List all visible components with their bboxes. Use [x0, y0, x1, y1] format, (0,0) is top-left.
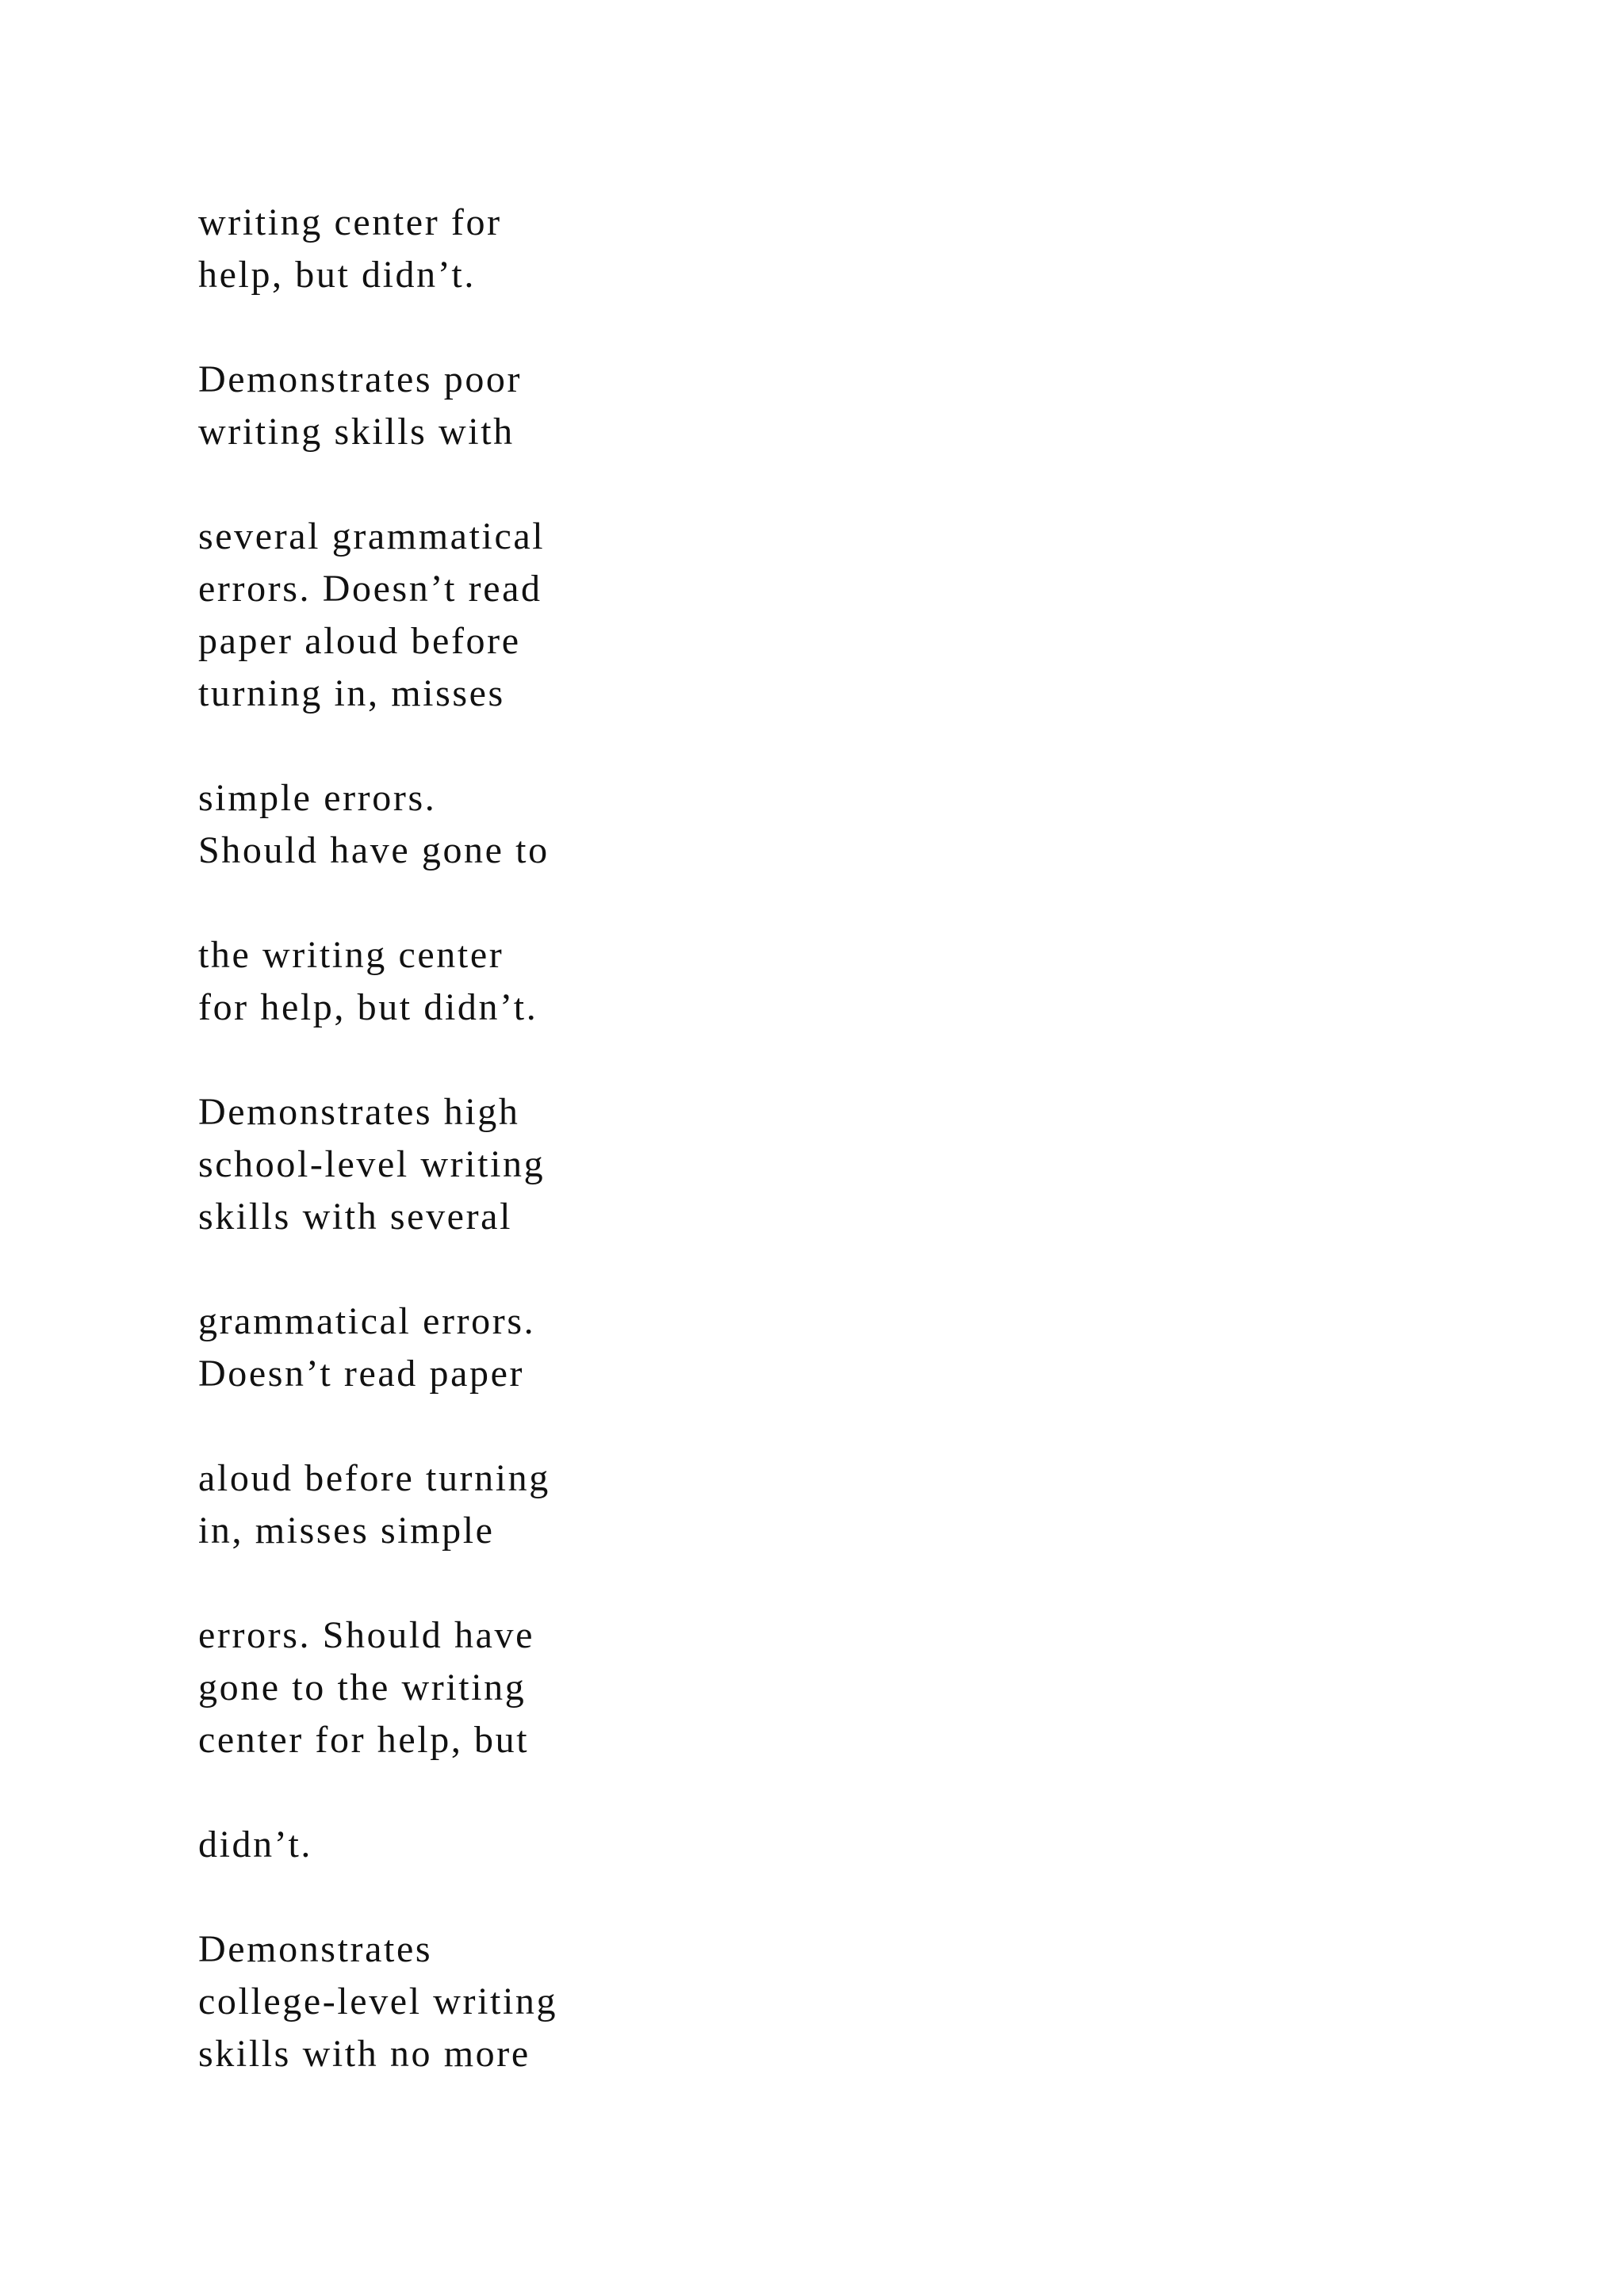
- text-line: writing center for: [198, 201, 502, 243]
- text-line: several grammatical: [198, 515, 546, 557]
- paragraph: [198, 1452, 912, 1557]
- text-line: errors. Should have: [198, 1614, 534, 1656]
- text-line: in, misses simple: [198, 1510, 495, 1552]
- text-line: skills with several: [198, 1196, 513, 1238]
- text-line: center for help, but: [198, 1719, 530, 1761]
- text-line: aloud before turning: [198, 1457, 550, 1499]
- paragraph: [198, 197, 912, 301]
- text-line: writing skills with: [198, 411, 515, 453]
- text-line: Doesn’t read paper: [198, 1353, 525, 1395]
- text-line: errors. Doesn’t read: [198, 568, 542, 610]
- text-line: simple errors.: [198, 777, 437, 819]
- paragraph: [198, 1086, 912, 1243]
- paragraph: [198, 1609, 912, 1766]
- paragraph: [198, 1819, 912, 1871]
- paragraph: [198, 772, 912, 877]
- text-column: [198, 197, 912, 2133]
- paragraph: [198, 1923, 912, 2080]
- text-line: Demonstrates: [198, 1928, 433, 1970]
- text-line: Demonstrates high: [198, 1091, 520, 1133]
- paragraph: [198, 929, 912, 1034]
- text-line: gone to the writing: [198, 1667, 527, 1709]
- text-line: for help, but didn’t.: [198, 986, 538, 1028]
- text-line: help, but didn’t.: [198, 254, 476, 296]
- text-line: college-level writing: [198, 1980, 558, 2022]
- text-line: turning in, misses: [198, 672, 505, 714]
- text-line: the writing center: [198, 934, 504, 976]
- text-line: Demonstrates poor: [198, 358, 523, 400]
- text-line: skills with no more: [198, 2033, 530, 2075]
- paragraph: [198, 1295, 912, 1400]
- paragraph: [198, 511, 912, 720]
- text-line: grammatical errors.: [198, 1300, 536, 1342]
- text-line: Should have gone to: [198, 829, 550, 871]
- text-line: paper aloud before: [198, 620, 521, 662]
- paragraph: [198, 354, 912, 458]
- text-line: didn’t.: [198, 1823, 312, 1866]
- text-line: school-level writing: [198, 1143, 546, 1185]
